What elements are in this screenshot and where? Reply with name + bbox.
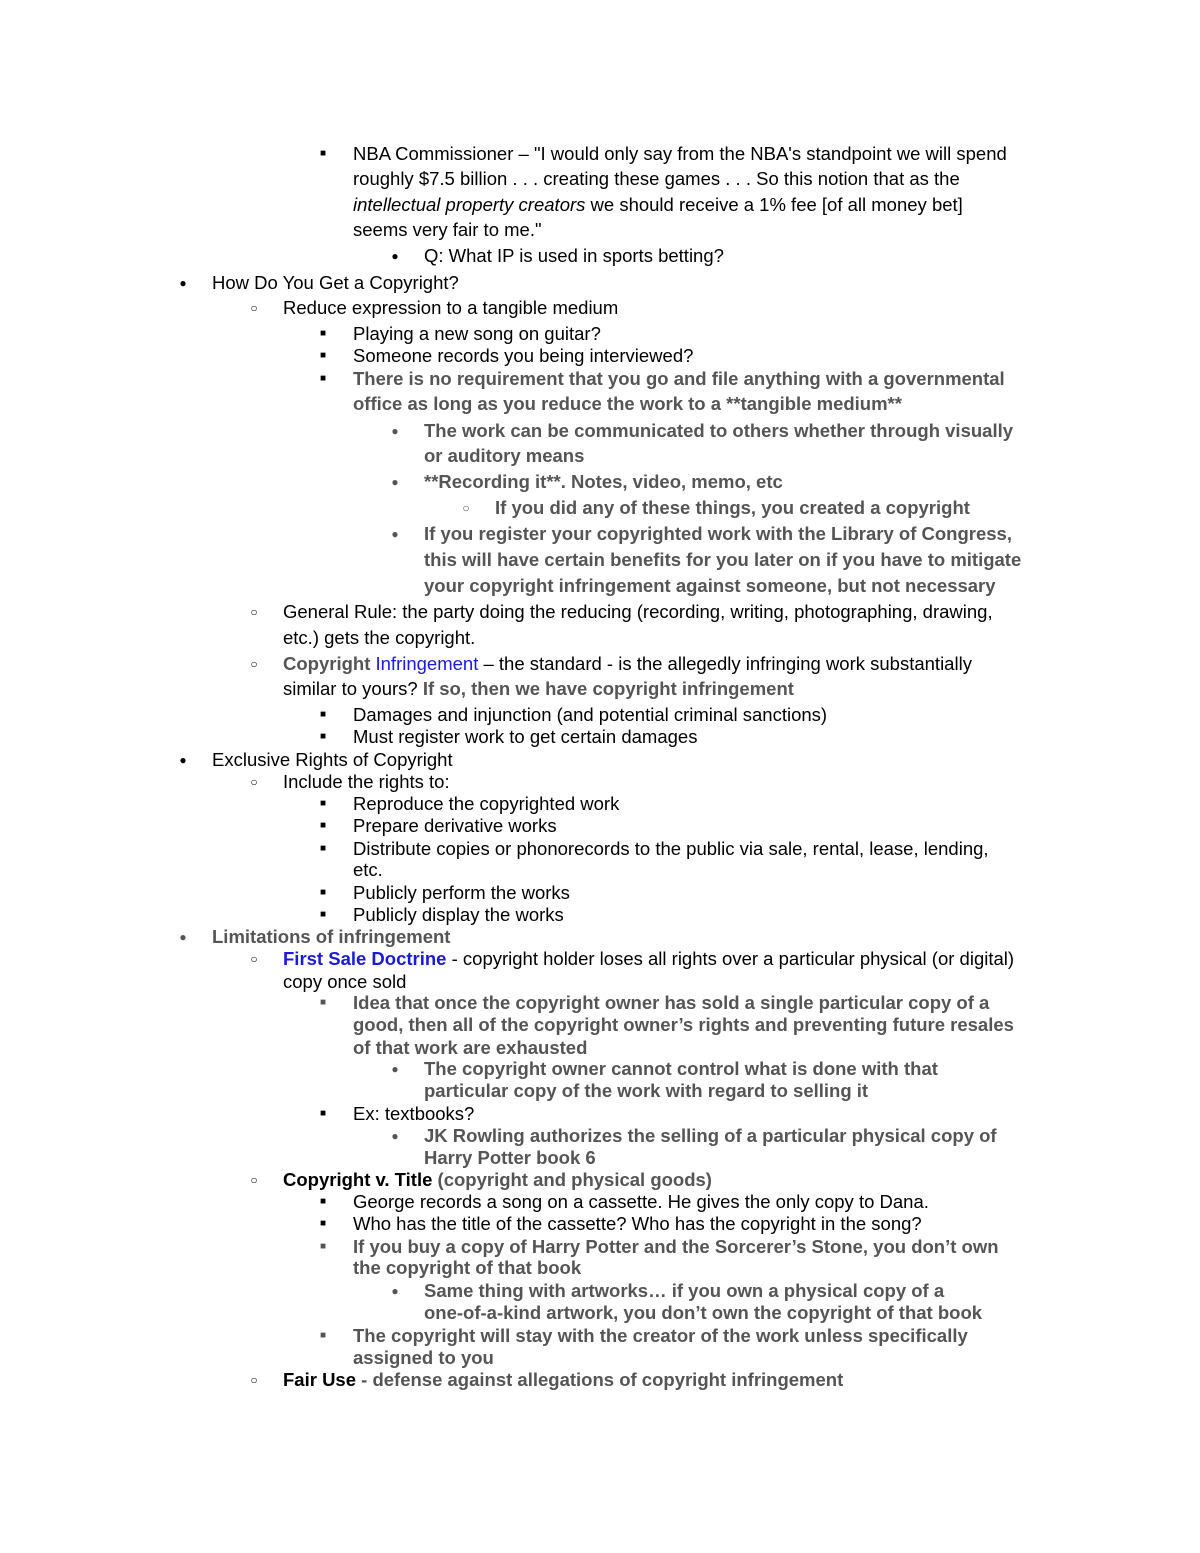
- buy-copy-line-1: If you buy a copy of Harry Potter and the Sorcerer’s Stone, you don’t own: [353, 1236, 999, 1257]
- jk-rowling-line-1: JK Rowling authorizes the selling of a particular physical copy of: [424, 1125, 997, 1146]
- include-rights: Include the rights to:: [283, 771, 450, 792]
- damages-item: Damages and injunction (and potential criminal sanctions): [353, 704, 828, 725]
- who-has-title: Who has the title of the cassette? Who has the copyright in the song?: [353, 1213, 922, 1234]
- copyright-v-title-label: Copyright v. Title: [283, 1169, 433, 1190]
- square-bullet-icon: ■: [319, 1108, 327, 1119]
- disc-bullet-icon: ●: [391, 1129, 399, 1143]
- infringement-label: Copyright: [283, 653, 376, 674]
- register-line-2: this will have certain benefits for you later on if you have to mitigate: [424, 549, 1022, 570]
- right-perform: Publicly perform the works: [353, 882, 570, 903]
- square-bullet-icon: ■: [319, 843, 327, 854]
- disc-bullet-icon: ●: [391, 424, 399, 438]
- infringement-conclusion: If so, then we have copyright infringement: [422, 678, 794, 699]
- disc-bullet-icon: ●: [391, 1284, 399, 1298]
- heading-exclusive-rights: Exclusive Rights of Copyright: [212, 749, 453, 770]
- circle-bullet-icon: ○: [250, 657, 258, 671]
- requirement-line-2: office as long as you reduce the work to a **tangible medium**: [353, 393, 902, 414]
- nba-quote-line-4: seems very fair to me.": [353, 219, 542, 240]
- first-sale-line-2: copy once sold: [283, 971, 407, 992]
- square-bullet-icon: ■: [319, 148, 327, 159]
- infringement-standard: – the standard - is the allegedly infringing work substantially: [478, 653, 972, 674]
- fair-use-description: - defense against allegations of copyright infringement: [356, 1369, 844, 1390]
- square-bullet-icon: ■: [319, 909, 327, 920]
- nba-quote-line-2: roughly $7.5 billion . . . creating these games . . . So this notion that as the: [353, 168, 960, 189]
- infringement-line-2: [283, 678, 794, 700]
- copyright-v-title: [283, 1169, 712, 1191]
- nba-quote-line-3: [353, 194, 963, 216]
- square-bullet-icon: ■: [319, 373, 327, 384]
- control-line-1: The copyright owner cannot control what is done with that: [424, 1058, 938, 1079]
- nba-quote-line-3-rest: we should receive a 1% fee [of all money bet]: [585, 194, 963, 215]
- idea-line-3: of that work are exhausted: [353, 1037, 588, 1058]
- square-bullet-icon: ■: [319, 1241, 327, 1252]
- open-circle-bullet-icon: ○: [462, 501, 470, 515]
- nba-quote-line-1: NBA Commissioner – "I would only say from the NBA's standpoint we will spend: [353, 143, 1007, 164]
- disc-bullet-icon: ●: [391, 249, 399, 263]
- interview-item: Someone records you being interviewed?: [353, 345, 694, 366]
- idea-line-1: Idea that once the copyright owner has sold a single particular copy of a: [353, 992, 990, 1013]
- sports-betting-question: Q: What IP is used in sports betting?: [424, 245, 724, 266]
- square-bullet-icon: ■: [319, 350, 327, 361]
- control-line-2: particular copy of the work with regard to selling it: [424, 1080, 869, 1101]
- george-cassette: George records a song on a cassette. He gives the only copy to Dana.: [353, 1191, 929, 1212]
- first-sale-line-1: [283, 948, 1014, 970]
- communicated-line-2: or auditory means: [424, 445, 585, 466]
- disc-bullet-icon: ●: [391, 475, 399, 489]
- right-distribute-line-2: etc.: [353, 859, 383, 880]
- heading-get-copyright: How Do You Get a Copyright?: [212, 272, 459, 293]
- circle-bullet-icon: ○: [250, 775, 258, 789]
- reduce-expression: Reduce expression to a tangible medium: [283, 297, 619, 318]
- register-line-1: If you register your copyrighted work with the Library of Congress,: [424, 523, 1012, 544]
- disc-bullet-icon: ●: [179, 930, 187, 944]
- disc-bullet-icon: ●: [391, 1062, 399, 1076]
- fair-use-label: Fair Use: [283, 1369, 357, 1390]
- general-rule-line-1: General Rule: the party doing the reducing (recording, writing, photographing, drawing,: [283, 601, 993, 622]
- right-display: Publicly display the works: [353, 904, 564, 925]
- disc-bullet-icon: ●: [391, 527, 399, 541]
- heading-limitations: Limitations of infringement: [212, 926, 451, 947]
- first-sale-description: - copyright holder loses all rights over a particular physical (or digital): [446, 948, 1015, 969]
- copyright-v-title-note: (copyright and physical goods): [432, 1169, 712, 1190]
- square-bullet-icon: ■: [319, 820, 327, 831]
- recording-item: **Recording it**. Notes, video, memo, etc: [424, 471, 783, 492]
- circle-bullet-icon: ○: [250, 605, 258, 619]
- stay-creator-line-2: assigned to you: [353, 1347, 494, 1368]
- nba-quote-italic: intellectual property creators: [353, 194, 586, 215]
- idea-line-2: good, then all of the copyright owner’s rights and preventing future resales: [353, 1014, 1014, 1035]
- square-bullet-icon: ■: [319, 798, 327, 809]
- infringement-line-1: [283, 653, 972, 675]
- circle-bullet-icon: ○: [250, 952, 258, 966]
- disc-bullet-icon: ●: [179, 276, 187, 290]
- circle-bullet-icon: ○: [250, 301, 258, 315]
- infringement-similar: similar to yours?: [283, 678, 423, 699]
- artworks-line-1: Same thing with artworks… if you own a physical copy of a: [424, 1280, 945, 1301]
- jk-rowling-line-2: Harry Potter book 6: [424, 1147, 596, 1168]
- textbooks-example: Ex: textbooks?: [353, 1103, 475, 1124]
- square-bullet-icon: ■: [319, 328, 327, 339]
- right-derivative: Prepare derivative works: [353, 815, 557, 836]
- right-distribute-line-1: Distribute copies or phonorecords to the public via sale, rental, lease, lending,: [353, 838, 989, 859]
- open-circle-bullet-icon: ○: [250, 1373, 258, 1387]
- register-line-3: your copyright infringement against someone, but not necessary: [424, 575, 996, 596]
- register-damages-item: Must register work to get certain damages: [353, 726, 698, 747]
- square-bullet-icon: ■: [319, 1218, 327, 1229]
- created-copyright-item: If you did any of these things, you created a copyright: [495, 497, 970, 518]
- infringement-link[interactable]: Infringement: [375, 653, 479, 674]
- right-reproduce: Reproduce the copyrighted work: [353, 793, 620, 814]
- square-bullet-icon: ■: [319, 1196, 327, 1207]
- stay-creator-line-1: The copyright will stay with the creator of the work unless specifically: [353, 1325, 968, 1346]
- general-rule-line-2: etc.) gets the copyright.: [283, 627, 476, 648]
- square-bullet-icon: ■: [319, 709, 327, 720]
- fair-use: [283, 1369, 843, 1391]
- first-sale-doctrine-link[interactable]: First Sale Doctrine: [283, 948, 447, 969]
- artworks-line-2: one-of-a-kind artwork, you don’t own the copyright of that book: [424, 1302, 983, 1323]
- disc-bullet-icon: ●: [179, 753, 187, 767]
- guitar-item: Playing a new song on guitar?: [353, 323, 601, 344]
- square-bullet-icon: ■: [319, 731, 327, 742]
- square-bullet-icon: ■: [319, 997, 327, 1008]
- square-bullet-icon: ■: [319, 1330, 327, 1341]
- square-bullet-icon: ■: [319, 887, 327, 898]
- buy-copy-line-2: the copyright of that book: [353, 1257, 582, 1278]
- communicated-line-1: The work can be communicated to others whether through visually: [424, 420, 1014, 441]
- requirement-line-1: There is no requirement that you go and file anything with a governmental: [353, 368, 1005, 389]
- circle-bullet-icon: ○: [250, 1173, 258, 1187]
